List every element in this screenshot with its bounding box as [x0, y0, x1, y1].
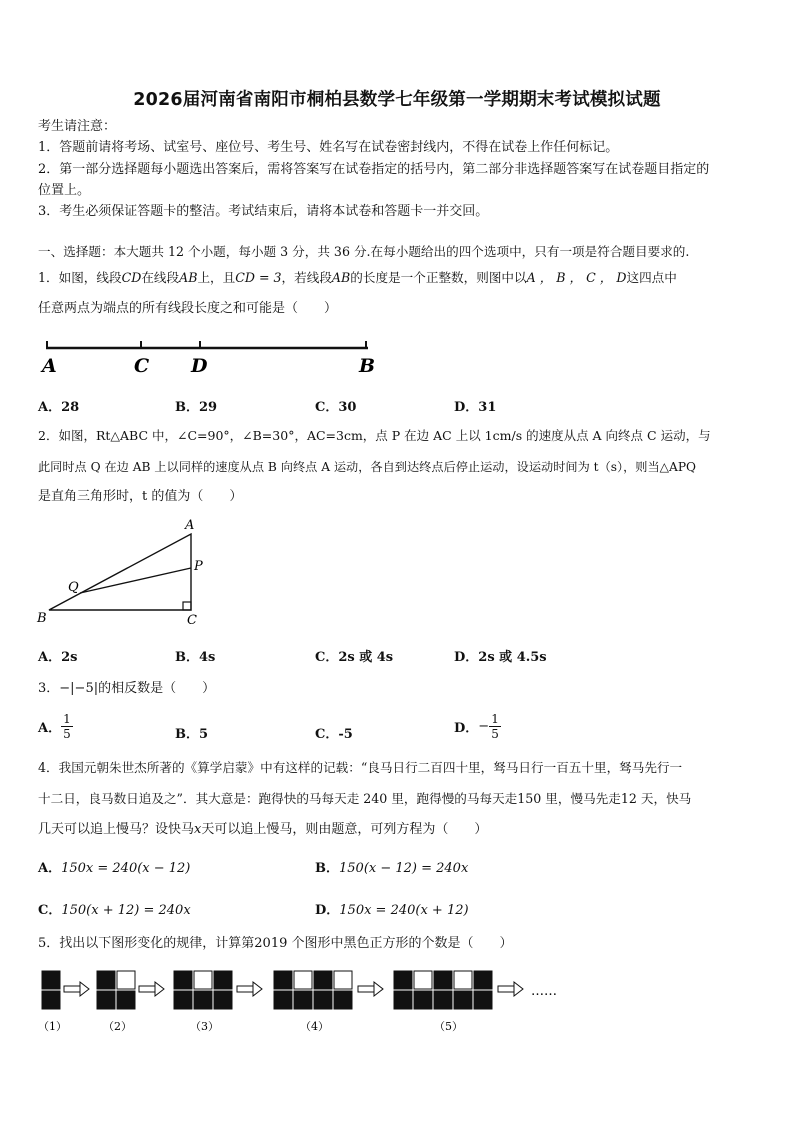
- q3-option-d-fraction: [489, 712, 501, 741]
- label-c: C: [134, 355, 150, 377]
- q1-part: 的长度是一个正整数，则图中以: [350, 270, 527, 285]
- figure-label-1: （1）: [38, 1020, 67, 1033]
- q2-text-line3: 是直角三角形时，t 的值为（ ）: [38, 489, 243, 504]
- pattern-figure-5: [394, 971, 492, 1009]
- arrow-icon: [237, 982, 262, 996]
- right-angle-mark: [183, 602, 191, 610]
- q3-text: [38, 679, 760, 699]
- arrow-icon: [139, 982, 164, 996]
- q4-part: 天可以追上慢马，则由题意，可列方程为（ ）: [201, 822, 488, 837]
- pattern-figure-1: [42, 971, 60, 1009]
- q4-text-line2: 十二日，良马数日追及之”．其大意是：跑得快的马每天走 240 里，跑得慢的马每天走150 里，慢马先走12 天，快马: [38, 791, 692, 806]
- q1-segment-figure: [38, 336, 383, 380]
- q4-option-d[interactable]: [315, 899, 469, 918]
- q1-ab2: AB: [331, 270, 351, 285]
- q3-option-a-fraction: [61, 712, 73, 741]
- q2-option-a[interactable]: A．2s: [38, 650, 78, 665]
- label-a: A: [185, 518, 195, 533]
- exam-title: 2026届河南省南阳市桐柏县数学七年级第一学期期末考试模拟试题: [133, 90, 661, 110]
- label-p: P: [194, 559, 203, 574]
- q4-part: 几天可以追上慢马？设快马: [38, 822, 195, 837]
- q3-option-a-label: A．: [38, 721, 62, 736]
- label-b: B: [37, 611, 47, 626]
- frac-den: 5: [63, 727, 71, 741]
- q3-option-c[interactable]: C．-5: [315, 727, 353, 742]
- q1-text-line2: 任意两点为端点的所有线段长度之和可能是（ ）: [38, 301, 338, 316]
- figure-label-4: （4）: [300, 1020, 329, 1033]
- segment-pq: [80, 568, 191, 593]
- q1-part: ，若线段: [281, 270, 332, 285]
- q1-option-a[interactable]: A．28: [38, 400, 80, 415]
- q4-var-x: x: [194, 822, 202, 837]
- arrow-icon: [64, 982, 89, 996]
- q5-pattern-figure: [38, 966, 568, 1038]
- q4-option-b[interactable]: [315, 857, 468, 876]
- q1-part: 这四点中: [626, 270, 677, 285]
- q2-text-line2: 此同时点 Q 在边 AB 上以同样的速度从点 B 向终点 A 运动，各自到达终点后停止运动，设运动时间为 t（s），则当△APQ: [38, 460, 697, 474]
- q4-option-label: A．: [38, 861, 62, 876]
- q3-expression: −|−5|: [59, 681, 99, 696]
- q4-option-a[interactable]: [38, 857, 190, 876]
- q1-cd: CD: [121, 270, 142, 285]
- q3-option-d-label: D．: [454, 721, 479, 736]
- label-d: D: [191, 355, 208, 377]
- q3-option-a[interactable]: [38, 712, 73, 741]
- q3-option-b[interactable]: B．5: [175, 727, 209, 742]
- q3-suffix: 的相反数是（ ）: [98, 681, 216, 696]
- q1-part: 上，且: [197, 270, 236, 285]
- figure-label-2: （2）: [103, 1020, 132, 1033]
- q4-option-expr: 150(x + 12) = 240x: [61, 903, 191, 918]
- q4-option-label: C．: [38, 903, 62, 918]
- q2-option-c[interactable]: C．2s 或 4s: [315, 650, 394, 665]
- q1-ab: AB: [179, 270, 198, 285]
- q3-option-d-sign: −: [478, 719, 490, 734]
- q4-text-line3: [38, 820, 760, 840]
- q4-option-label: B．: [315, 861, 339, 876]
- q4-text-line1: 4．我国元朝朱世杰所著的《算学启蒙》中有这样的记载：“良马日行二百四十里，驽马日行一百五十里，驽马先行一: [38, 760, 683, 775]
- q1-option-b[interactable]: B．29: [175, 400, 218, 415]
- notice-item-1: 1．答题前请将考场、试室号、座位号、考生号、姓名写在试卷密封线内，不得在试卷上作任何标记。: [38, 140, 619, 155]
- q4-option-label: D．: [315, 903, 340, 918]
- arrow-icon: [358, 982, 383, 996]
- q1-text-line1: [38, 268, 760, 288]
- notice-item-3: 3．考生必须保证答题卡的整洁。考试结束后，请将本试卷和答题卡一并交回。: [38, 204, 489, 219]
- pattern-figure-3: [174, 971, 232, 1009]
- q4-option-expr: 150x = 240(x + 12): [339, 903, 469, 918]
- q2-option-b[interactable]: B．4s: [175, 650, 216, 665]
- arrow-icon: [498, 982, 523, 996]
- q1-option-c[interactable]: C．30: [315, 400, 357, 415]
- notice-item-2: 2．第一部分选择题每小题选出答案后，需将答案写在试卷指定的括号内，第二部分非选择题答案写在试卷题目指定的: [38, 162, 710, 177]
- pattern-figure-4: [274, 971, 352, 1009]
- q1-cd3: CD = 3: [235, 270, 282, 285]
- q2-option-d[interactable]: D．2s 或 4.5s: [454, 650, 547, 665]
- q1-part: 1．如图，线段: [38, 270, 122, 285]
- q3-option-d[interactable]: [454, 712, 501, 741]
- q2-text-line1: 2．如图，Rt△ABC 中，∠C=90°，∠B=30°，AC=3cm，点 P 在边 AC 上以 1cm/s 的速度从点 A 向终点 C 运动，与: [38, 428, 711, 443]
- notice-heading: 考生请注意：: [38, 119, 117, 134]
- frac-num: 1: [491, 712, 499, 726]
- q1-option-d[interactable]: D．31: [454, 400, 497, 415]
- q3-prefix: 3．: [38, 681, 60, 696]
- q1-part: 在线段: [141, 270, 180, 285]
- figure-label-5: （5）: [434, 1020, 463, 1033]
- q4-option-expr: 150(x − 12) = 240x: [339, 861, 469, 876]
- label-q: Q: [68, 580, 79, 595]
- label-b: B: [359, 355, 376, 377]
- q4-option-expr: 150x = 240(x − 12): [61, 861, 191, 876]
- label-c: C: [187, 613, 197, 628]
- q1-points: A ， B ， C ， D: [526, 270, 627, 285]
- q4-option-c[interactable]: [38, 899, 191, 918]
- frac-num: 1: [63, 712, 71, 726]
- label-a: A: [42, 355, 57, 377]
- section-heading: 一、选择题：本大题共 12 个小题，每小题 3 分，共 36 分.在每小题给出的四个选项中，只有一项是符合题目要求的.: [38, 244, 690, 259]
- notice-item-2-cont: 位置上。: [38, 183, 91, 198]
- ellipsis: ……: [531, 984, 557, 999]
- figure-label-3: （3）: [190, 1020, 219, 1033]
- pattern-figure-2: [97, 971, 135, 1009]
- frac-den: 5: [491, 727, 499, 741]
- q5-text: 5．找出以下图形变化的规律，计算第2019 个图形中黑色正方形的个数是（ ）: [38, 936, 513, 951]
- triangle-abc: [49, 534, 191, 610]
- q2-triangle-figure: [34, 514, 214, 632]
